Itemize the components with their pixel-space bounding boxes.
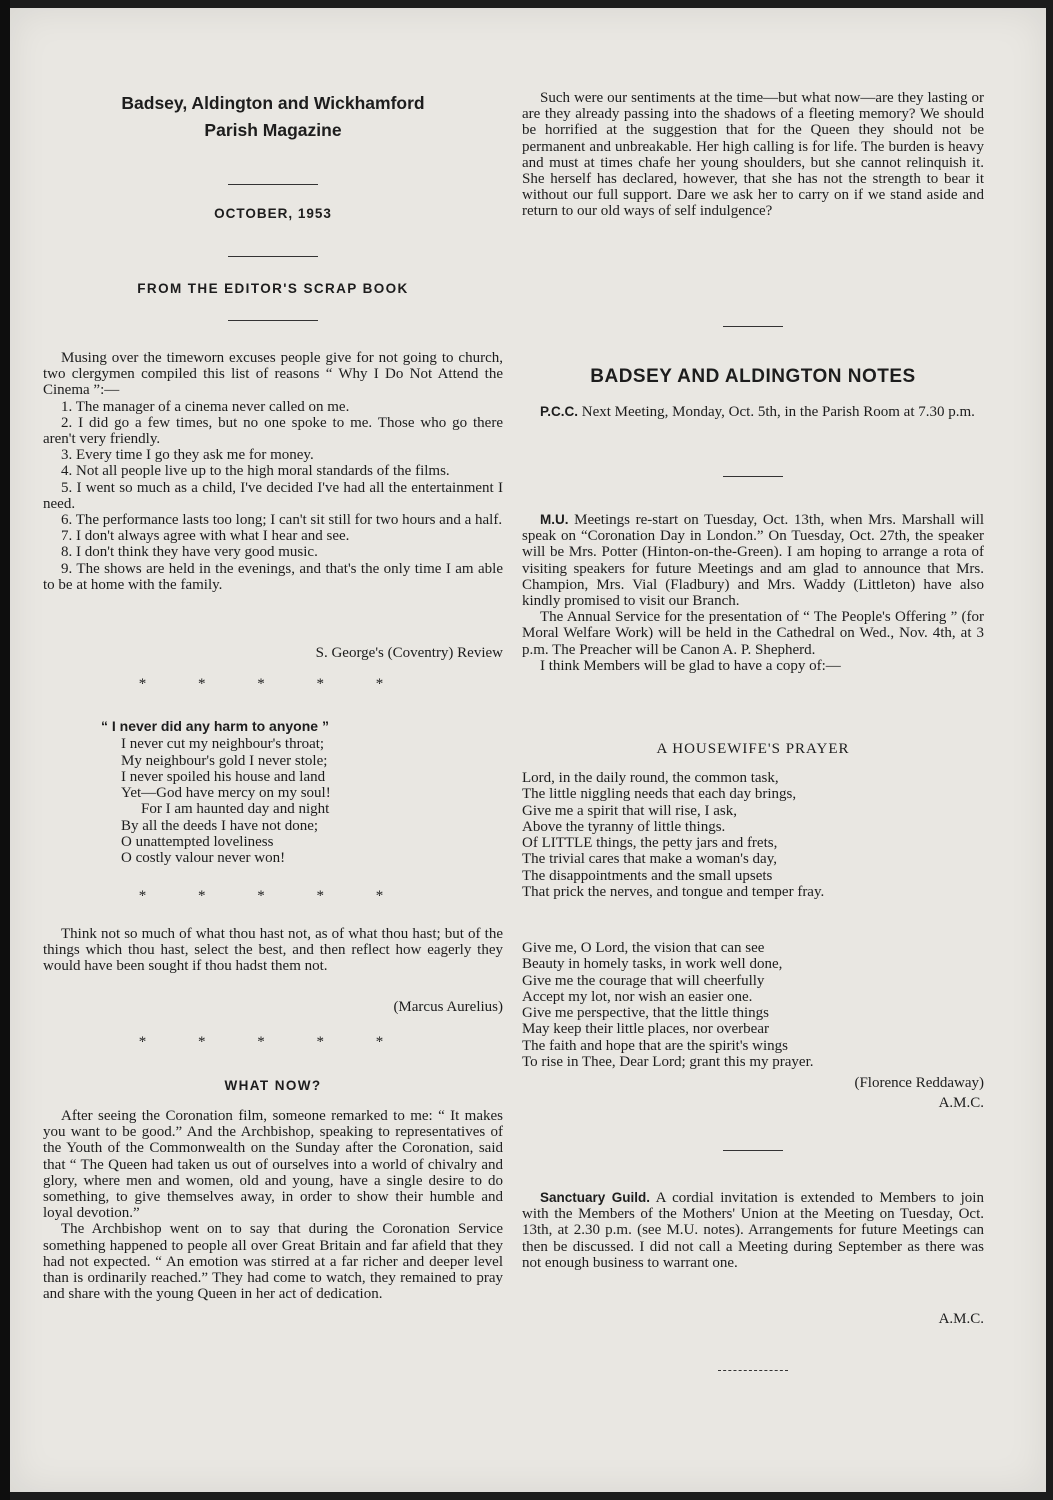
poem-harm [101, 718, 501, 867]
reason-item: 8. I don't think they have very good music. [61, 544, 318, 561]
scrapbook-heading: FROM THE EDITOR'S SCRAP BOOK [137, 281, 409, 296]
aurelius-source: (Marcus Aurelius) [393, 999, 503, 1015]
notes-heading: BADSEY AND ALDINGTON NOTES [590, 366, 916, 387]
prayer-initials: A.M.C. [938, 1095, 984, 1111]
page-edge-shadow [0, 0, 10, 1500]
mu-notice [522, 512, 984, 674]
prayer-line: Give me, O Lord, the vision that can see [522, 940, 765, 956]
mu-annual-service: The Annual Service for the presentation of “ The People's Offering ” (for Moral Welfare Work) will be held in the Cathedral on Wed., Nov. 4th, at 3 p.m. The Preacher will be Canon A. P. Shepherd. [522, 609, 984, 658]
reason-item: 5. I went so much as a child, I've decided I've had all the entertainment I need. [43, 479, 503, 512]
sanctuary-text: A cordial invitation is extended to Members to join with the Members of the Mothers' Union at the Meeting on Tuesday, Oct. 13th, at 2.30 p.m. (see M.U. notes). Arrangements for future Meetings can then be discussed. I did not call a Meeting during September as there was not enough business to warrant one. [522, 1190, 984, 1271]
reason-item: 2. I did go a few times, but no one spoke to me. Those who go there aren't very friendly. [43, 414, 503, 448]
divider [43, 184, 503, 185]
divider [522, 326, 984, 327]
divider [43, 320, 503, 321]
prayer-stanza-2 [522, 940, 984, 1070]
what-now-continued [522, 90, 984, 220]
sanctuary-initials: A.M.C. [938, 1311, 984, 1327]
magazine-title-line-1: Badsey, Aldington and Wickhamford [121, 93, 425, 113]
prayer-line: Beauty in homely tasks, in work well done, [522, 956, 783, 973]
star-separator: * * * * * [138, 676, 408, 692]
prayer-line: May keep their little places, nor overbear [522, 1021, 769, 1038]
scrapbook-intro [43, 350, 503, 593]
magazine-title [43, 90, 503, 144]
sanctuary-label: Sanctuary Guild. [540, 1190, 650, 1205]
prayer-line: That prick the nerves, and tongue and temper fray. [522, 884, 825, 901]
what-now-body [43, 1108, 503, 1302]
prayer-line: Give me a spirit that will rise, I ask, [522, 802, 737, 819]
poem-line: I never spoiled his house and land [121, 768, 326, 785]
star-separator: * * * * * [138, 888, 408, 904]
what-now-paragraph: After seeing the Coronation film, someone remarked to me: “ It makes you want to be good.” And the Archbishop, speaking to representatives of the Youth of the Commonwealth on the Sunday after the Coronation, said that “ The Queen had taken us out of ourselves into a world of chivalry and glory, where men and women, old and young, have a single desire to do something, to give themselves away, in order to show their humble and loyal devotion.” [43, 1108, 503, 1222]
poem-harm-title: “ I never did any harm to anyone ” [101, 718, 329, 734]
magazine-page [10, 8, 1046, 1492]
mu-text: Meetings re-start on Tuesday, Oct. 13th, when Mrs. Marshall will speak on “Coronation Day in London.” On Tuesday, Oct. 27th, the speaker will be Mrs. Potter (Hinton-on-the-Green). I am hoping to arrange a rota of visiting speakers for future Meetings and am glad to announce that Mrs. Champion, Mrs. Vial (Fladbury) and Mrs. Waddy (Littleton) have also kindly promised to visit our Branch. [522, 512, 985, 610]
star-separator: * * * * * [138, 1034, 408, 1050]
pcc-notice [522, 404, 984, 420]
sanctuary-guild-notice [522, 1190, 984, 1271]
reason-item: 4. Not all people live up to the high moral standards of the films. [61, 463, 450, 480]
reason-item: 9. The shows are held in the evenings, and that's the only time I am able to be at home with the family. [43, 560, 503, 593]
prayer-line: The trivial cares that make a woman's day, [522, 851, 777, 868]
issue-date: OCTOBER, 1953 [214, 206, 332, 221]
reason-item: 3. Every time I go they ask me for money. [61, 447, 314, 464]
mu-prayer-intro: I think Members will be glad to have a copy of:— [540, 657, 841, 674]
divider [43, 256, 503, 257]
poem-line: O costly valour never won! [121, 850, 286, 867]
prayer-line: Accept my lot, nor wish an easier one. [522, 988, 753, 1005]
prayer-line: The disappointments and the small upsets [522, 867, 773, 884]
prayer-title: A HOUSEWIFE'S PRAYER [656, 741, 850, 757]
prayer-stanza-1 [522, 770, 984, 900]
what-now-heading: WHAT NOW? [224, 1078, 322, 1093]
prayer-line: To rise in Thee, Dear Lord; grant this my prayer. [522, 1054, 814, 1071]
poem-line: I never cut my neighbour's throat; [121, 736, 325, 753]
prayer-line: The little niggling needs that each day brings, [522, 786, 797, 803]
mu-label: M.U. [540, 512, 569, 527]
pcc-label: P.C.C. [540, 404, 579, 419]
scrapbook-intro-text: Musing over the timeworn excuses people give for not going to church, two clergymen compiled this list of reasons “ Why I Do Not Attend the Cinema ”:— [43, 350, 503, 399]
divider [522, 1150, 984, 1151]
prayer-line: Lord, in the daily round, the common task, [522, 770, 779, 786]
aurelius-text: Think not so much of what thou hast not, as of what thou hast; but of the things which thou hast, select the best, and then reflect how eagerly they would have been sought if thou hadst them not. [43, 926, 503, 975]
what-now-paragraph: Such were our sentiments at the time—but what now—are they lasting or are they already passing into the shadows of a fleeting memory? We should be horrified at the suggestion that for the Queen they should not be permanent and unbreakable. Her high calling is for life. The burden is heavy and must at times chafe her young shoulders, but she cannot relinquish it. She herself has declared, however, that she has not the strength to bear it without our full support. Dare we ask her to carry on if we stand aside and return to our old ways of self indulgence? [522, 90, 984, 220]
prayer-line: The faith and hope that are the spirit's wings [522, 1037, 788, 1054]
poem-line: By all the deeds I have not done; [121, 817, 319, 834]
prayer-line: Of LITTLE things, the petty jars and frets, [522, 835, 778, 852]
poem-line: O unattempted loveliness [121, 834, 274, 851]
aurelius-quote [43, 926, 503, 975]
prayer-line: Give me the courage that will cheerfully [522, 972, 765, 989]
prayer-line: Give me perspective, that the little things [522, 1005, 770, 1022]
reason-item: 7. I don't always agree with what I hear and see. [61, 528, 350, 545]
prayer-line: Above the tyranny of little things. [522, 818, 726, 835]
poem-line: Yet—God have mercy on my soul! [121, 785, 331, 802]
divider [522, 476, 984, 477]
reason-item: 1. The manager of a cinema never called on me. [61, 398, 350, 415]
divider [522, 1370, 984, 1371]
pcc-text: Next Meeting, Monday, Oct. 5th, in the Parish Room at 7.30 p.m. [581, 404, 975, 420]
scrapbook-source: S. George's (Coventry) Review [315, 645, 503, 661]
magazine-title-line-2: Parish Magazine [204, 120, 342, 140]
prayer-author: (Florence Reddaway) [854, 1075, 984, 1091]
poem-line: For I am haunted day and night [141, 801, 330, 818]
what-now-paragraph: The Archbishop went on to say that during the Coronation Service something happened to people all over Great Britain and far afield that they had not expected. “ An emotion was stirred at a far richer and deeper level than is ordinarily reached.” They had come to watch, they remained to pray and share with the young Queen in her act of dedication. [43, 1221, 503, 1303]
poem-line: My neighbour's gold I never stole; [121, 752, 328, 769]
reason-item: 6. The performance lasts too long; I can't sit still for two hours and a half. [61, 512, 503, 529]
